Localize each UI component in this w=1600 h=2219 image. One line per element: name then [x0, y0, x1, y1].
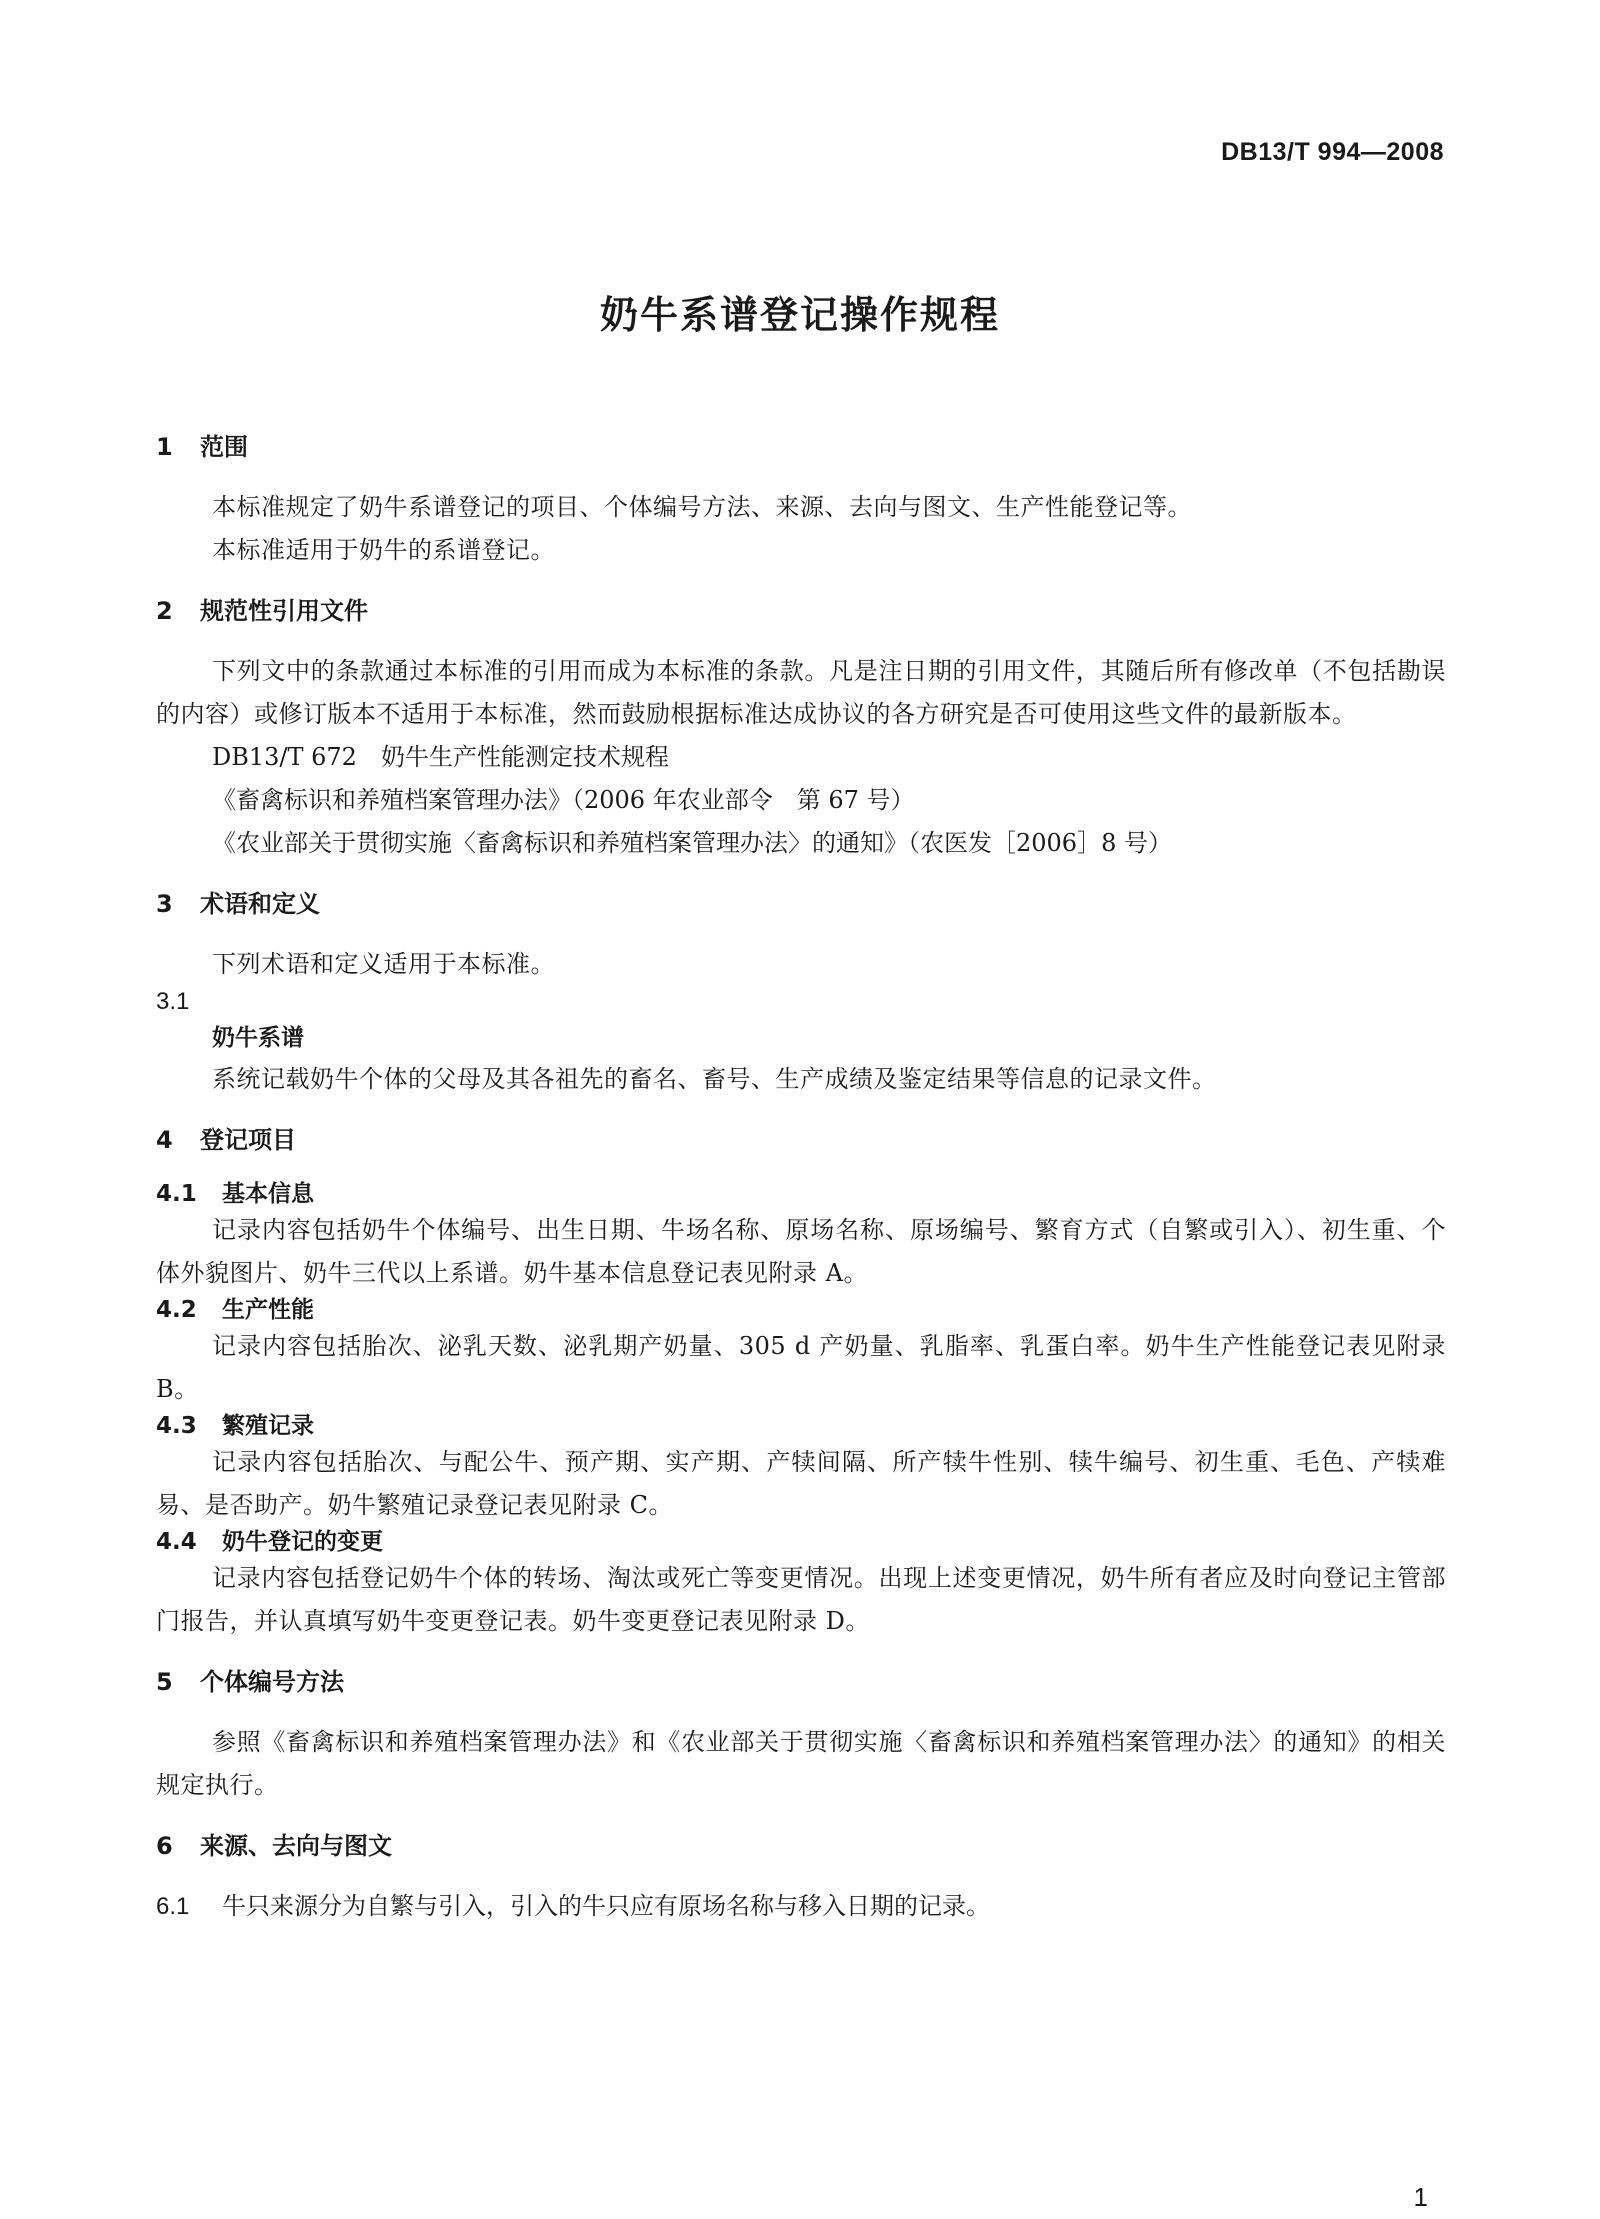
section-number: 1	[156, 433, 173, 461]
subsection-heading-breeding	[156, 1411, 1446, 1441]
subsection-heading-production	[156, 1295, 1446, 1325]
reference-item: DB13/T 672 奶牛生产性能测定技术规程	[212, 743, 669, 771]
subsection-number: 4.2	[156, 1297, 197, 1323]
section-title: 来源、去向与图文	[200, 1832, 392, 1860]
term-number: 3.1	[156, 988, 190, 1015]
paragraph: 本标准规定了奶牛系谱登记的项目、个体编号方法、来源、去向与图文、生产性能登记等。	[212, 493, 1192, 521]
section-number: 4	[156, 1126, 173, 1154]
section-heading-normative-references	[156, 596, 1446, 626]
subsection-heading-changes	[156, 1527, 1446, 1557]
subsection-number: 4.1	[156, 1181, 197, 1207]
subsection-number: 4.4	[156, 1529, 197, 1555]
paragraph: 记录内容包括登记奶牛个体的转场、淘汰或死亡等变更情况。出现上述变更情况，奶牛所有者应及时向登记主管部门报告，并认真填写奶牛变更登记表。奶牛变更登记表见附录 D。	[156, 1564, 1446, 1635]
subsection-heading-basic-info	[156, 1179, 1446, 1209]
section-number: 2	[156, 597, 173, 625]
reference-item: 《农业部关于贯彻实施〈畜禽标识和养殖档案管理办法〉的通知》（农医发［2006］8 号）	[212, 829, 1172, 857]
subsection-title: 生产性能	[222, 1297, 314, 1323]
section-title: 规范性引用文件	[200, 597, 368, 625]
section-heading-registration-items	[156, 1125, 1446, 1155]
document-body	[156, 432, 1446, 1928]
subsection-title: 繁殖记录	[222, 1413, 314, 1439]
paragraph: 记录内容包括奶牛个体编号、出生日期、牛场名称、原场名称、原场编号、繁育方式（自繁或引入）、初生重、个体外貌图片、奶牛三代以上系谱。奶牛基本信息登记表见附录 A。	[156, 1216, 1446, 1287]
paragraph: 参照《畜禽标识和养殖档案管理办法》和《农业部关于贯彻实施〈畜禽标识和养殖档案管理办法〉的通知》的相关规定执行。	[156, 1728, 1446, 1799]
section-number: 3	[156, 890, 173, 918]
clause-text: 牛只来源分为自繁与引入，引入的牛只应有原场名称与移入日期的记录。	[222, 1892, 990, 1920]
section-title: 术语和定义	[200, 890, 320, 918]
paragraph: 下列术语和定义适用于本标准。	[212, 950, 555, 978]
document-title: 奶牛系谱登记操作规程	[599, 293, 1000, 337]
subsection-title: 基本信息	[222, 1181, 314, 1207]
section-number: 6	[156, 1832, 173, 1860]
section-title: 登记项目	[200, 1126, 296, 1154]
subsection-title: 奶牛登记的变更	[222, 1529, 383, 1555]
section-title: 范围	[200, 433, 248, 461]
section-heading-terms	[156, 889, 1446, 919]
section-heading-source-destination	[156, 1831, 1446, 1861]
term-name: 奶牛系谱	[212, 1025, 304, 1051]
paragraph: 下列文中的条款通过本标准的引用而成为本标准的条款。凡是注日期的引用文件，其随后所有修改单（不包括勘误的内容）或修订版本不适用于本标准，然而鼓励根据标准达成协议的各方研究是否可使用这些文件的最新版本。	[156, 657, 1446, 728]
section-title: 个体编号方法	[200, 1668, 344, 1696]
page-number: 1	[1413, 2182, 1428, 2212]
section-heading-scope	[156, 432, 1446, 462]
clause	[156, 1885, 1446, 1928]
paragraph: 记录内容包括胎次、与配公牛、预产期、实产期、产犊间隔、所产犊牛性别、犊牛编号、初生重、毛色、产犊难易、是否助产。奶牛繁殖记录登记表见附录 C。	[156, 1448, 1446, 1519]
paragraph: 本标准适用于奶牛的系谱登记。	[212, 536, 555, 564]
reference-item: 《畜禽标识和养殖档案管理办法》（2006 年农业部令 第 67 号）	[212, 786, 915, 814]
section-heading-numbering	[156, 1667, 1446, 1697]
subsection-number: 4.3	[156, 1413, 197, 1439]
paragraph: 记录内容包括胎次、泌乳天数、泌乳期产奶量、305 d 产奶量、乳脂率、乳蛋白率。奶牛生产性能登记表见附录 B。	[156, 1332, 1446, 1403]
document-code: DB13/T 994—2008	[1221, 138, 1444, 166]
section-number: 5	[156, 1668, 173, 1696]
term-definition: 系统记载奶牛个体的父母及其各祖先的畜名、畜号、生产成绩及鉴定结果等信息的记录文件。	[212, 1065, 1217, 1093]
clause-number: 6.1	[156, 1893, 190, 1920]
